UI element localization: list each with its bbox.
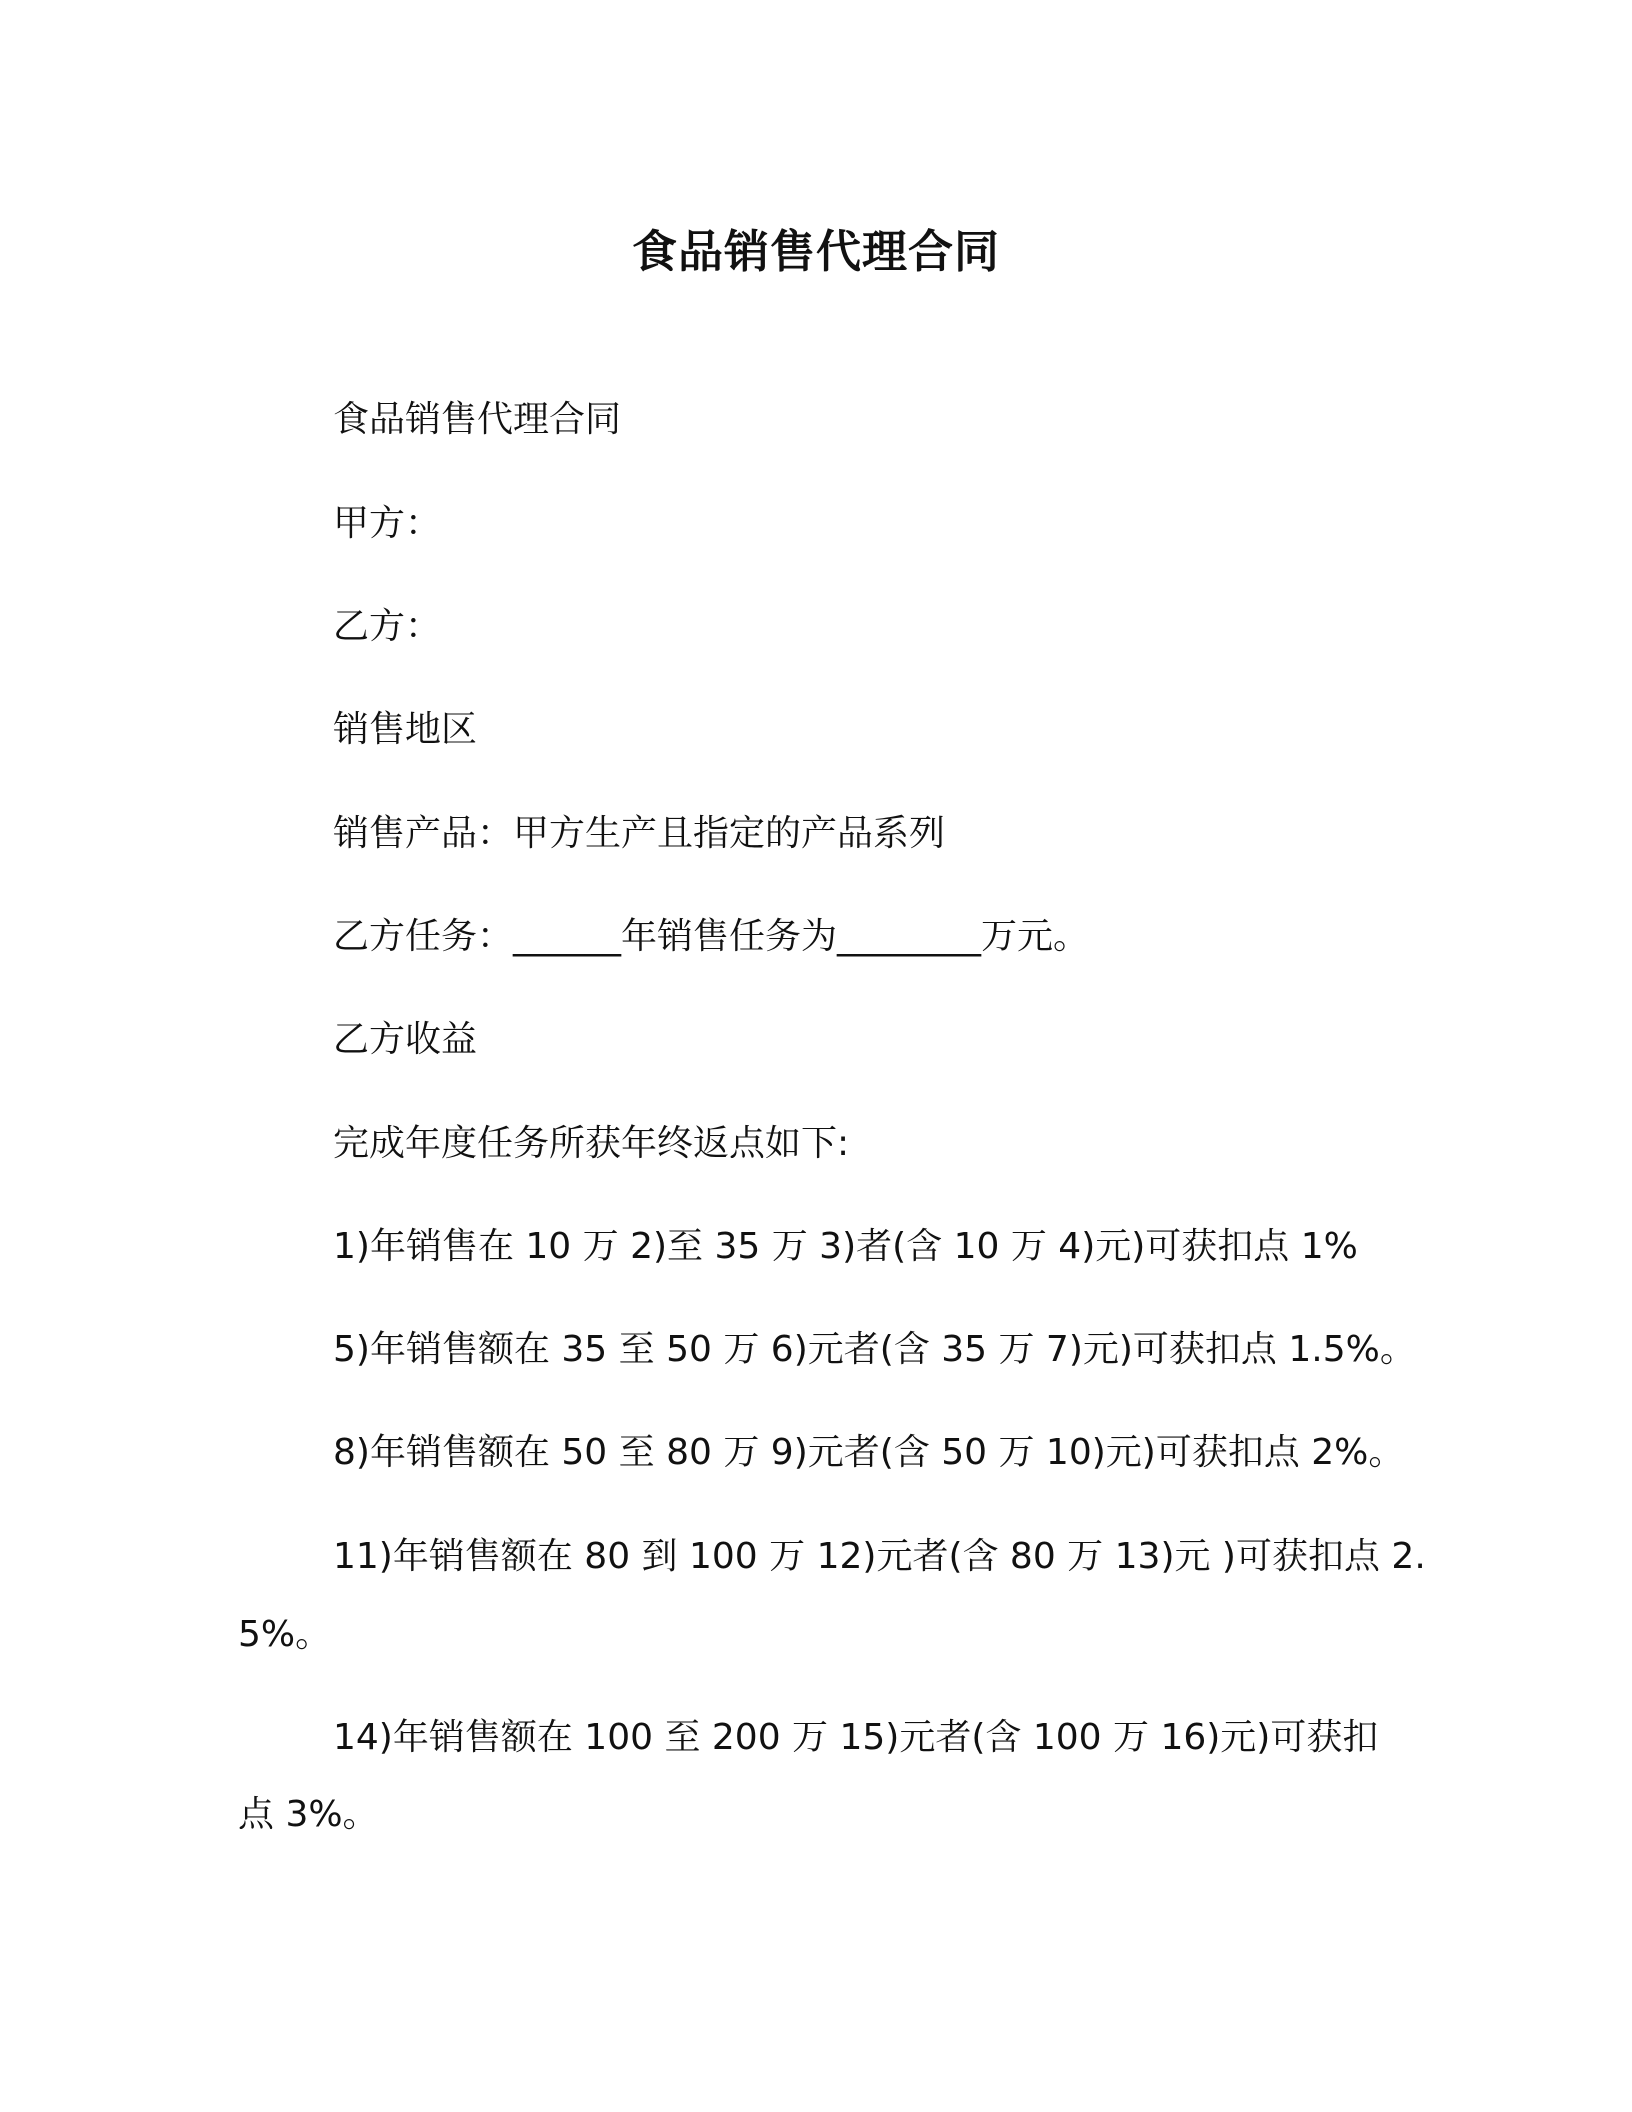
paragraph-rebate-intro: 完成年度任务所获年终返点如下: [333,1123,850,1164]
paragraph-rebate-tier-line1: 14)年销售额在 100 至 200 万 15)元者(含 100 万 16)元)可获扣 [333,1717,1379,1758]
paragraph-sales-products: 销售产品：甲方生产且指定的产品系列 [333,813,946,854]
paragraph-party-a: 甲方： [333,503,442,544]
document-title: 食品销售代理合同 [631,225,1000,278]
paragraph-rebate-tier: 8)年销售额在 50 至 80 万 9)元者(含 50 万 10)元)可获扣点 2%。 [333,1432,1405,1473]
paragraph-party-b-task: 乙方任务：______年销售任务为________万元。 [333,916,1090,957]
paragraph-sales-region: 销售地区 [333,709,478,750]
paragraph-rebate-tier: 1)年销售在 10 万 2)至 35 万 3)者(含 10 万 4)元)可获扣点 1% [333,1226,1358,1267]
paragraph-rebate-tier-line2: 点 3%。 [238,1794,379,1835]
paragraph-rebate-tier: 5)年销售额在 35 至 50 万 6)元者(含 35 万 7)元)可获扣点 1.5%。 [333,1329,1416,1370]
paragraph-rebate-tier-line1: 11)年销售额在 80 到 100 万 12)元者(含 80 万 13)元 )可获扣点 2. [333,1536,1426,1577]
paragraph-party-b-income: 乙方收益 [333,1019,478,1060]
paragraph-rebate-tier-line2: 5%。 [238,1614,332,1655]
paragraph-party-b: 乙方： [333,606,442,647]
paragraph-subtitle: 食品销售代理合同 [333,399,622,440]
